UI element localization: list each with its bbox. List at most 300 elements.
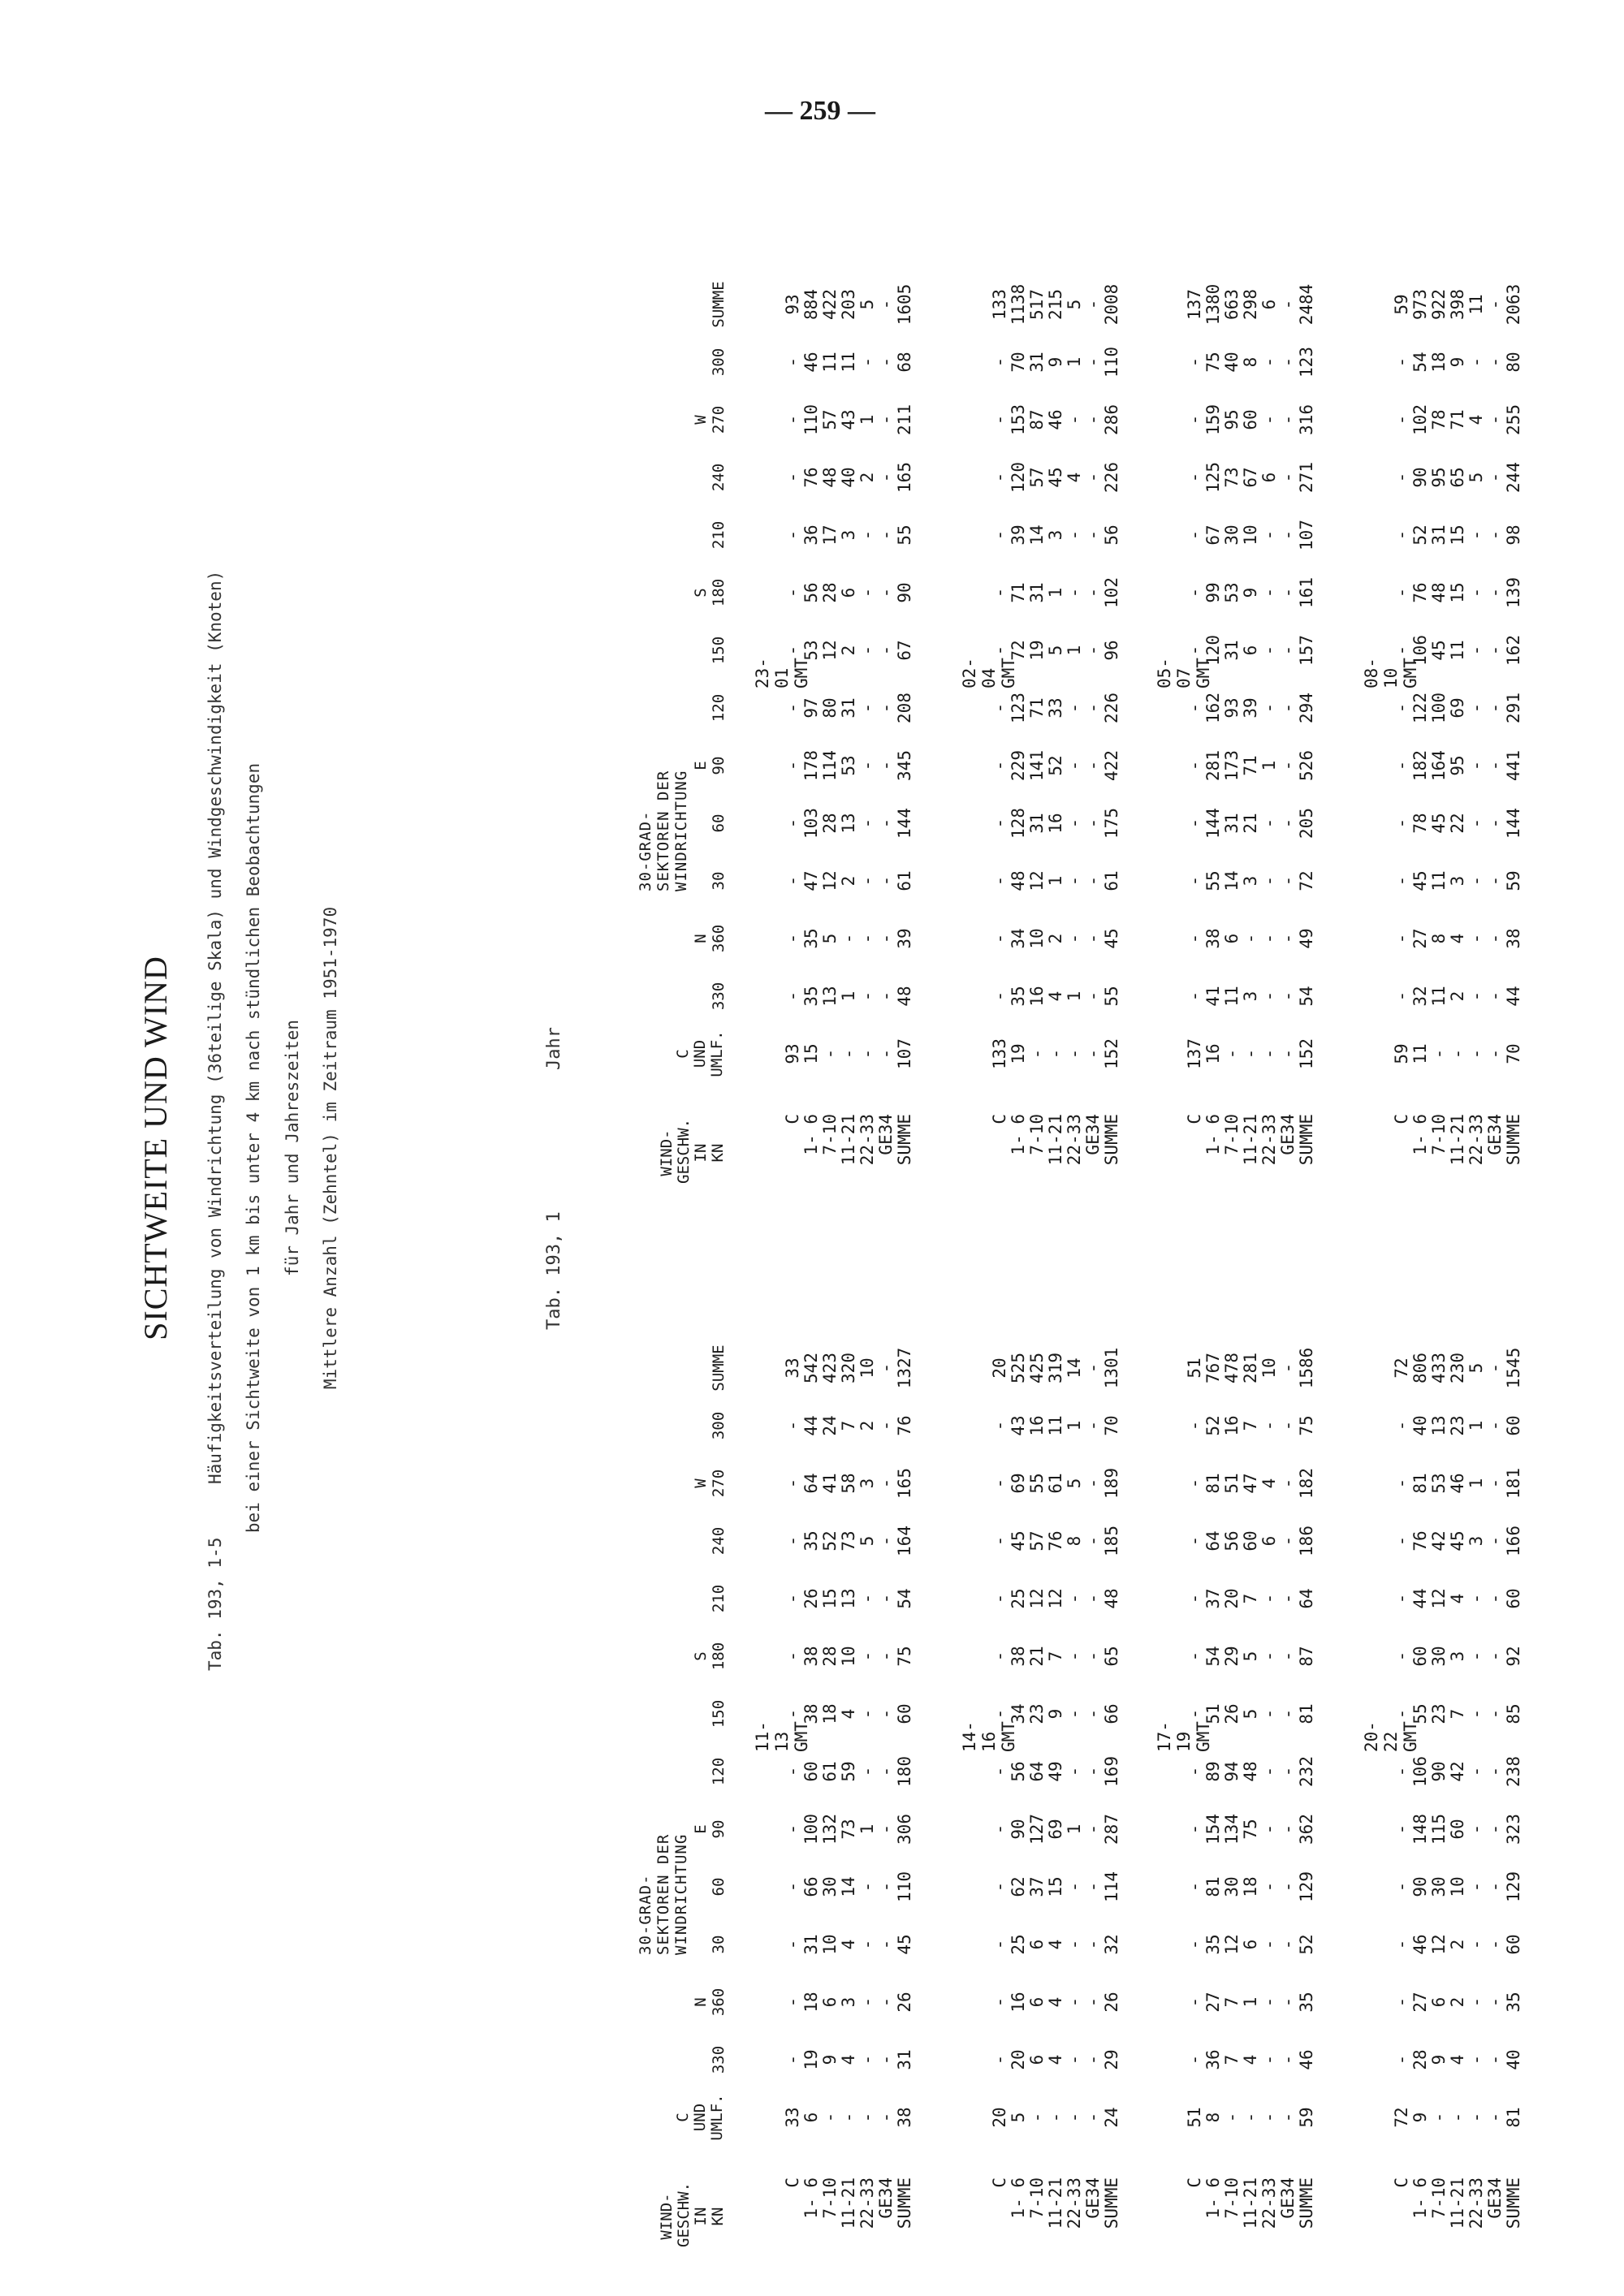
table-cell: 37 [1203, 1588, 1223, 1609]
table-cell: - [783, 1478, 802, 1489]
table-cell: - [1259, 875, 1279, 887]
table-cell: - [1083, 875, 1103, 887]
table-cell: - [839, 933, 858, 944]
table-cell: 1605 [895, 283, 914, 326]
table-cell: - [990, 414, 1009, 425]
sector-number: 30 [710, 871, 728, 891]
table-cell: 4 [839, 1708, 858, 1720]
table-cell: - [876, 472, 896, 483]
table-cell: 30 [1429, 1646, 1449, 1667]
row-label-wind-speed: GE34 [876, 1114, 896, 1155]
table-cell: 59 [1504, 870, 1523, 891]
table-cell: 12 [1429, 1588, 1449, 1609]
table-cell: 53 [839, 755, 858, 776]
table-cell: - [1392, 1535, 1411, 1547]
table-cell: - [876, 299, 896, 310]
table-cell: 90 [1410, 467, 1430, 488]
table-cell: 67 [895, 640, 914, 661]
row-label-wind-speed: 11-21 [1241, 1114, 1260, 1166]
table-cell: - [876, 1881, 896, 1892]
table-cell: - [1046, 2112, 1065, 2123]
table-cell: 61 [1102, 870, 1121, 891]
table-cell: 159 [1203, 404, 1223, 435]
table-cell: - [876, 587, 896, 598]
table-cell: - [876, 760, 896, 771]
row-label-wind-speed: GE34 [1083, 2177, 1103, 2219]
table-cell: - [1278, 472, 1298, 483]
table-cell: - [1185, 356, 1204, 368]
row-label-wind-speed: C [1392, 2177, 1411, 2188]
table-cell: 425 [1027, 1353, 1047, 1383]
table-cell: 345 [895, 750, 914, 781]
row-label-wind-speed: 7-10 [820, 2177, 840, 2219]
table-cell: 28 [820, 582, 840, 603]
table-cell: 3 [839, 529, 858, 541]
table-cell: 12 [1027, 870, 1047, 891]
table-cell: 226 [1102, 462, 1121, 493]
table-cell: 81 [1203, 1876, 1223, 1897]
row-label-wind-speed: 7-10 [820, 1114, 840, 1155]
table-cell: - [1083, 1362, 1103, 1374]
table-cell: 1 [1065, 645, 1084, 656]
table-cell: 7 [1222, 2054, 1242, 2065]
table-cell: 49 [1297, 928, 1316, 949]
table-cell: - [783, 587, 802, 598]
table-cell: - [1466, 529, 1486, 541]
table-cell: - [1392, 702, 1411, 714]
table-cell: 53 [801, 640, 821, 661]
table-cell: 34 [1009, 1703, 1028, 1724]
table-cell: 1586 [1297, 1347, 1316, 1389]
table-cell: 81 [1410, 1473, 1430, 1494]
table-cell: - [1466, 1593, 1486, 1604]
table-cell: 25 [1009, 1934, 1028, 1955]
table-cell: 90 [895, 582, 914, 603]
table-cell: 306 [895, 1814, 914, 1845]
calm-header-label: C [674, 1049, 692, 1059]
table-cell: - [1485, 2054, 1505, 2065]
table-cell: 6 [801, 2112, 821, 2123]
table-cell: - [876, 529, 896, 541]
direction-marker: N [692, 934, 710, 943]
table-cell: - [839, 2112, 858, 2123]
table-cell: - [1466, 1881, 1486, 1892]
table-cell: - [1392, 818, 1411, 829]
calm-header-label: UND [691, 1039, 709, 1068]
table-cell: 45 [1410, 870, 1430, 891]
table-cell: 55 [1102, 986, 1121, 1007]
table-cell: 95 [1222, 409, 1242, 430]
table-cell: - [1278, 1881, 1298, 1892]
table-cell: - [1392, 1420, 1411, 1431]
table-cell: - [857, 2112, 877, 2123]
table-cell: - [1185, 1593, 1204, 1604]
table-cell: 7 [1046, 1651, 1065, 1662]
table-cell: 10 [839, 1646, 858, 1667]
table-cell: 18 [1429, 352, 1449, 373]
table-cell: 16 [1203, 1043, 1223, 1064]
table-cell: - [1392, 587, 1411, 598]
row-label-wind-speed: 1- 6 [801, 1114, 821, 1155]
table-number: Tab. 193, 1 [544, 1211, 564, 1330]
table-cell: 7 [1448, 1708, 1467, 1720]
table-cell: - [1485, 760, 1505, 771]
table-cell: 125 [1203, 462, 1223, 493]
table-cell: - [1083, 1823, 1103, 1835]
table-cell: 973 [1410, 289, 1430, 320]
table-cell: 517 [1027, 289, 1047, 320]
table-cell: 60 [1504, 1588, 1523, 1609]
table-cell: - [876, 875, 896, 887]
table-cell: - [857, 990, 877, 1002]
table-cell: 57 [820, 409, 840, 430]
table-cell: - [1083, 1651, 1103, 1662]
table-cell: 67 [1203, 524, 1223, 546]
table-cell: 173 [1222, 750, 1242, 781]
table-cell: 39 [1241, 697, 1260, 719]
table-cell: - [1083, 1939, 1103, 1950]
table-cell: 76 [895, 1415, 914, 1436]
table-cell: 286 [1102, 404, 1121, 435]
table-cell: - [1185, 2054, 1204, 2065]
table-cell: - [1259, 1420, 1279, 1431]
table-cell: - [1485, 299, 1505, 310]
table-cell: 32 [1102, 1934, 1121, 1955]
table-cell: 175 [1102, 808, 1121, 839]
table-cell: - [783, 760, 802, 771]
table-cell: 2 [839, 645, 858, 656]
table-cell: - [1065, 702, 1084, 714]
direction-marker: E [692, 1824, 710, 1834]
table-cell: 3 [1448, 875, 1467, 887]
table-cell: 52 [820, 1530, 840, 1552]
table-cell: 95 [1448, 755, 1467, 776]
table-cell: 21 [1241, 813, 1260, 834]
table-cell: - [1083, 1478, 1103, 1489]
row-label-wind-speed: 11-21 [1448, 2177, 1467, 2229]
table-cell: - [1466, 933, 1486, 944]
table-cell: - [783, 645, 802, 656]
table-cell: 6 [1259, 472, 1279, 483]
row-label-wind-speed: 22-33 [1065, 1114, 1084, 1166]
table-cell: 41 [1203, 986, 1223, 1007]
table-cell: 298 [1241, 289, 1260, 320]
table-cell: 60 [895, 1703, 914, 1724]
table-cell: 422 [1102, 750, 1121, 781]
table-period: Jahr [544, 1027, 564, 1070]
sector-number: 120 [710, 1757, 728, 1786]
table-cell: 120 [1203, 635, 1223, 666]
table-cell: - [1466, 1708, 1486, 1720]
table-cell: 8 [1429, 933, 1449, 944]
table-cell: - [1485, 1478, 1505, 1489]
table-cell: - [857, 1593, 877, 1604]
calm-header-label: UND [691, 2103, 709, 2132]
sector-number: 180 [710, 1642, 728, 1671]
table-cell: - [1448, 1048, 1467, 1060]
table-cell: - [1392, 1823, 1411, 1835]
row-label-wind-speed: 22-33 [1466, 2177, 1486, 2229]
table-cell: 1 [857, 414, 877, 425]
table-cell: 165 [895, 462, 914, 493]
calm-header-label: UMLF. [708, 1030, 726, 1077]
table-cell: 8 [1241, 356, 1260, 368]
table-cell: 4 [839, 2054, 858, 2065]
table-cell: 31 [801, 1934, 821, 1955]
table-cell: - [857, 875, 877, 887]
table-cell: - [990, 760, 1009, 771]
table-cell: 2063 [1504, 283, 1523, 326]
table-cell: 230 [1448, 1353, 1467, 1383]
table-cell: 6 [1241, 645, 1260, 656]
table-cell: 48 [1429, 582, 1449, 603]
table-cell: 48 [895, 986, 914, 1007]
table-cell: - [1083, 1766, 1103, 1777]
table-cell: 61 [820, 1761, 840, 1782]
wind-speed-header-label: KN [709, 2207, 727, 2226]
table-cell: 47 [801, 870, 821, 891]
row-label-wind-speed: 11-21 [839, 1114, 858, 1166]
table-cell: 89 [1203, 1761, 1223, 1782]
table-cell: 182 [1410, 750, 1430, 781]
table-cell: 152 [1297, 1038, 1316, 1069]
table-cell: 6 [820, 1996, 840, 2008]
table-cell: 30 [1222, 1876, 1242, 1897]
table-cell: 90 [1410, 1876, 1430, 1897]
table-cell: 16 [1027, 986, 1047, 1007]
time-label: 05-07 GMT [1155, 658, 1213, 688]
table-cell: - [1278, 1478, 1298, 1489]
table-cell: 1 [839, 990, 858, 1002]
table-cell: - [783, 529, 802, 541]
table-cell: 133 [990, 289, 1009, 320]
row-label-wind-speed: SUMME [1297, 1114, 1316, 1166]
table-cell: - [1259, 1651, 1279, 1662]
table-cell: 90 [1009, 1819, 1028, 1840]
table-cell: - [857, 702, 877, 714]
table-cell: - [876, 1766, 896, 1777]
table-cell: 16 [1027, 1415, 1047, 1436]
table-cell: - [783, 702, 802, 714]
table-cell: - [876, 702, 896, 714]
table-cell: 134 [1222, 1814, 1242, 1845]
table-cell: - [1485, 587, 1505, 598]
table-cell: - [1466, 1766, 1486, 1777]
table-cell: - [1485, 1362, 1505, 1374]
table-cell: 20 [990, 1357, 1009, 1379]
row-label-wind-speed: 11-21 [1046, 2177, 1065, 2229]
table-cell: - [1185, 1996, 1204, 2008]
table-cell: - [783, 1420, 802, 1431]
table-cell: 6 [1027, 1996, 1047, 2008]
table-cell: - [1083, 1996, 1103, 2008]
table-cell: - [1392, 1766, 1411, 1777]
table-cell: - [1083, 472, 1103, 483]
table-cell: 60 [1241, 409, 1260, 430]
table-cell: 51 [1222, 1473, 1242, 1494]
row-label-wind-speed: C [783, 2177, 802, 2188]
table-cell: 319 [1046, 1353, 1065, 1383]
table-cell: 31 [895, 2049, 914, 2070]
table-cell: 53 [1429, 1473, 1449, 1494]
table-cell: 884 [801, 289, 821, 320]
table-cell: 106 [1410, 635, 1430, 666]
table-cell: - [1278, 529, 1298, 541]
table-cell: - [1259, 414, 1279, 425]
table-cell: 46 [801, 352, 821, 373]
time-label: 23-01 GMT [753, 658, 811, 688]
sector-number: 330 [710, 2045, 728, 2074]
table-cell: - [1466, 645, 1486, 656]
table-cell: 1 [1241, 1996, 1260, 2008]
table-cell: - [1185, 702, 1204, 714]
row-label-wind-speed: SUMME [1504, 1114, 1523, 1166]
table-cell: 153 [1009, 404, 1028, 435]
table-cell: - [1185, 1939, 1204, 1950]
table-cell: 271 [1297, 462, 1316, 493]
direction-marker: W [692, 415, 710, 425]
table-cell: - [876, 1362, 896, 1374]
table-cell: - [1278, 702, 1298, 714]
table-cell: 1138 [1009, 283, 1028, 326]
table-cell: 72 [1009, 640, 1028, 661]
table-cell: - [820, 1048, 840, 1060]
table-cell: 6 [839, 587, 858, 598]
table-cell: 59 [1392, 294, 1411, 315]
table-cell: 64 [1297, 1588, 1316, 1609]
table-cell: - [1065, 1766, 1084, 1777]
table-cell: - [1259, 587, 1279, 598]
table-cell: - [990, 2054, 1009, 2065]
table-cell: 423 [820, 1353, 840, 1383]
table-cell: - [1083, 760, 1103, 771]
table-cell: - [990, 472, 1009, 483]
table-cell: 9 [1046, 356, 1065, 368]
table-cell: 1 [1065, 1823, 1084, 1835]
table-cell: - [1466, 1823, 1486, 1835]
table-cell: - [783, 414, 802, 425]
sector-number: 240 [710, 1526, 728, 1556]
table-cell: 144 [895, 808, 914, 839]
table-cell: - [1185, 1535, 1204, 1547]
table-cell: 52 [1297, 1934, 1316, 1955]
row-label-wind-speed: 11-21 [1241, 2177, 1260, 2229]
table-cell: - [839, 1048, 858, 1060]
table-cell: 433 [1429, 1353, 1449, 1383]
table-cell: - [857, 587, 877, 598]
table-cell: - [876, 933, 896, 944]
table-cell: - [1065, 1881, 1084, 1892]
table-cell: - [1065, 2054, 1084, 2065]
table-cell: 64 [1203, 1530, 1223, 1552]
table-cell: - [876, 1823, 896, 1835]
table-cell: - [990, 1766, 1009, 1777]
table-cell: 14 [839, 1876, 858, 1897]
wind-speed-header-label: IN [692, 2207, 710, 2226]
row-label-wind-speed: C [990, 2177, 1009, 2188]
table-cell: 132 [820, 1814, 840, 1845]
table-cell: 59 [839, 1761, 858, 1782]
table-cell: - [990, 1708, 1009, 1720]
table-cell: 12 [1046, 1588, 1065, 1609]
table-cell: 133 [990, 1038, 1009, 1069]
row-label-wind-speed: 1- 6 [1203, 2177, 1223, 2219]
table-cell: 48 [1009, 870, 1028, 891]
sector-number: 360 [710, 924, 728, 953]
table-cell: 43 [1009, 1415, 1028, 1436]
table-cell: 211 [895, 404, 914, 435]
table-cell: - [1259, 1823, 1279, 1835]
table-cell: 56 [1222, 1530, 1242, 1552]
table-cell: 31 [1027, 352, 1047, 373]
table-cell: 20 [990, 2107, 1009, 2128]
table-cell: 60 [1504, 1415, 1523, 1436]
table-cell: 767 [1203, 1353, 1223, 1383]
table-cell: 5 [857, 1535, 877, 1547]
table-cell: - [990, 1939, 1009, 1950]
table-cell: - [1392, 2054, 1411, 2065]
table-cell: - [1392, 1708, 1411, 1720]
table-cell: 26 [1102, 1992, 1121, 2013]
table-cell: 107 [1297, 520, 1316, 550]
table-cell: - [1065, 529, 1084, 541]
table-cell: 281 [1203, 750, 1223, 781]
table-cell: - [990, 587, 1009, 598]
page-number: — 259 — [765, 96, 875, 126]
table-cell: - [1392, 645, 1411, 656]
table-cell: 70 [1009, 352, 1028, 373]
table-cell: - [857, 1881, 877, 1892]
table-cell: - [990, 875, 1009, 887]
table-cell: 48 [820, 467, 840, 488]
table-cell: - [1392, 1478, 1411, 1489]
table-cell: 18 [801, 1992, 821, 2013]
table-cell: 4 [1046, 1996, 1065, 2008]
table-cell: 6 [1027, 2054, 1047, 2065]
table-cell: - [1185, 529, 1204, 541]
table-cell: 1380 [1203, 283, 1223, 326]
row-label-wind-speed: 11-21 [1448, 1114, 1467, 1166]
table-cell: 48 [1241, 1761, 1260, 1782]
sector-number: 150 [710, 636, 728, 665]
table-cell: - [783, 1708, 802, 1720]
table-cell: - [783, 818, 802, 829]
table-cell: 65 [1102, 1646, 1121, 1667]
table-cell: - [1448, 2112, 1467, 2123]
table-cell: - [876, 645, 896, 656]
table-cell: 52 [1046, 755, 1065, 776]
table-cell: 2 [857, 472, 877, 483]
table-cell: 60 [1448, 1819, 1467, 1840]
table-cell: - [1259, 818, 1279, 829]
table-cell: - [1083, 529, 1103, 541]
table-cell: - [1185, 414, 1204, 425]
table-cell: 25 [1009, 1588, 1028, 1609]
table-cell: 38 [1504, 928, 1523, 949]
table-cell: - [990, 529, 1009, 541]
table-cell: 2 [839, 875, 858, 887]
table-cell: 128 [1009, 808, 1028, 839]
table-cell: 14 [1222, 870, 1242, 891]
table-cell: - [1485, 933, 1505, 944]
table-cell: - [1185, 1478, 1204, 1489]
table-cell: 11 [1046, 1415, 1065, 1436]
row-label-wind-speed: 1- 6 [1410, 1114, 1430, 1155]
table-cell: - [857, 1766, 877, 1777]
table-cell: - [1259, 1708, 1279, 1720]
table-cell: - [1278, 1593, 1298, 1604]
table-cell: - [1083, 356, 1103, 368]
